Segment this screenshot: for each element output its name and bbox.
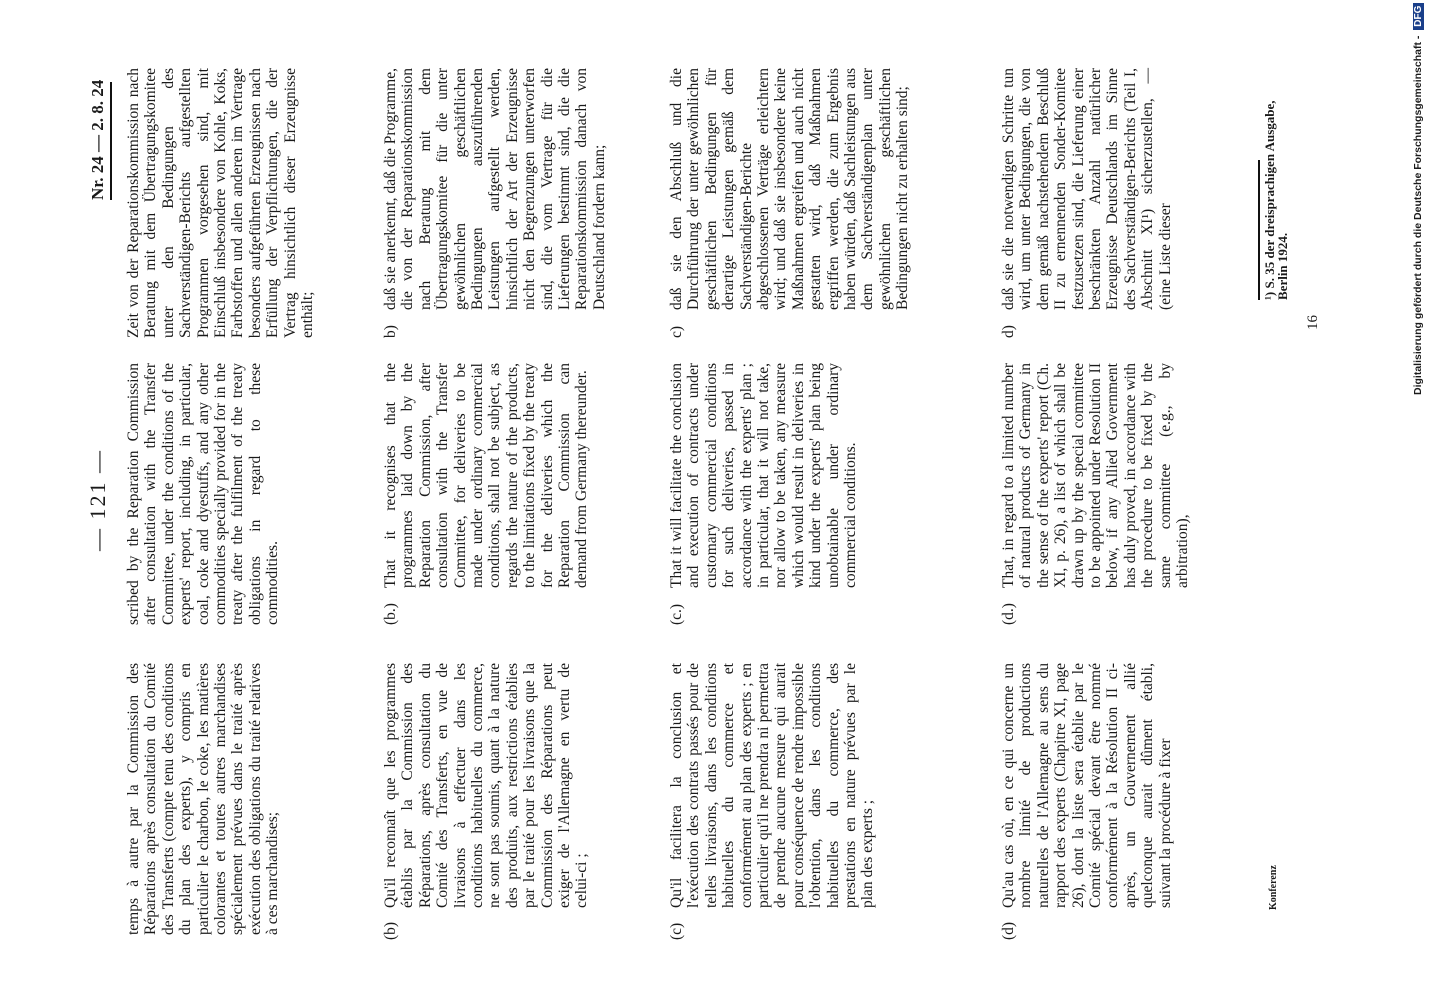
german-item-c: daß sie den Abschluß und die Durchführung der unter gewöhnlichen geschäftlichen Bedingungen für derartige Leistungen gemäß dem Sachverständigen-Berichte abgeschlossenen Verträge erleichtern wird; und daß sie insbesondere keine Maßnahmen ergreifen und auch nicht gestatten wird, daß Maßnahmen ergriffen werden, die zum Ergebnis haben würden, daß Sachleistungen aus dem Sachverständigenplan unter gewöhnlichen geschäftlichen Bedingungen nicht zu erhalten sind; xyxy=(668,68,912,310)
footnote-rule xyxy=(1258,160,1260,300)
french-item-b: Qu'il reconnaît que les programmes établis par la Commission des Réparations, après consultation du Comité des Transferts, en vue de livraisons à effectuer dans les conditions habituelles du commerce, ne sont pas soumis, quant à la nature des produits, aux restrictions établies par le traité pour les livraisons que la Commission des Réparations peut exiger de l'Allemagne en vertu de celui-ci ; xyxy=(382,663,591,908)
digitization-credit: Digitalisierung gefördert durch die Deutsche Forschungsgemeinschaft - DFG xyxy=(1412,3,1424,395)
page-number-header: — 121 — xyxy=(85,449,110,551)
column-german xyxy=(125,68,316,338)
french-item-d: Qu'au cas où, en ce qui concerne un nombre limité de productions naturelles de l'Allemagne au sens du rapport des experts (Chapitre XI, page 26), dont la liste sera établie par le Comité spécial devant être nommé conformément à la Résolution II ci-après, un Gouvernement allié quelconque aurait dûment établi, suivant la procédure à fixer xyxy=(1000,663,1174,908)
dfg-logo: DFG xyxy=(1413,3,1424,30)
english-item-c-label: (c.) xyxy=(668,603,685,625)
column-french xyxy=(125,663,282,935)
german-item-d-label: d) xyxy=(1000,325,1017,338)
footer-page-number: 16 xyxy=(1305,315,1321,330)
english-item-d-label: (d.) xyxy=(1000,603,1017,625)
german-item-c-label: c) xyxy=(668,325,685,338)
english-item-b-label: (b.) xyxy=(382,603,399,625)
french-item-c: Qu'il facilitera la conclusion et l'exécution des contrats passés pour de telles livraisons, dans les conditions habituelles du commerce et conformément au plan des experts ; en particulier qu'il ne prendra ni permettra de prendre aucune mesure qui aurait pour conséquence de rendre impossible l'obtention, dans les conditions habituelles du commerce, des prestations en nature prévues par le plan des experts ; xyxy=(668,663,877,908)
german-item-b-label: b) xyxy=(382,325,399,338)
french-item-b-label: (b) xyxy=(382,921,399,940)
german-item-b: daß sie anerkennt, daß die Programme, die von der Reparationskommission nach Beratung mit dem Übertragungskomitee für die unter gewöhnlichen geschäftlichen Bedingungen auszuführenden Leistungen aufgestellt werden, hinsichtlich der Art der Erzeugnisse nicht den Begrenzungen unterworfen sind, die vom Vertrage für die Lieferungen bestimmt sind, die die Reparationskommission danach von Deutschland fordern kann; xyxy=(382,68,608,310)
french-item-d-label: (d) xyxy=(1000,921,1017,940)
english-intro: scribed by the Reparation Commission after consultation with the Transfer Committee, under the conditions of the experts' report, including, in particular, coal, coke and dyestuffs, and any other commodities specially provided for in the treaty after the fulfilment of the treaty obligations in regard to these commodities. xyxy=(125,363,282,625)
german-intro: Zeit von der Reparationskommission nach Beratung mit dem Übertragungskomitee unter den Bedingungen des Sachverständigen-Berichts aufgestellten Programmen vorgesehen sind, mit Einschluß insbesondere von Kohle, Koks, Farbstoffen und allen anderen im Vertrage besonders aufgeführten Erzeugnissen nach Erfüllung der Verpflichtungen, die der Vertrag hinsichtlich dieser Erzeugnisse enthält; xyxy=(125,68,317,338)
english-item-c: That it will facilitate the conclusion and execution of contracts under customary commercial conditions for such deliveries, passed in accordance with the experts' plan ; in particular, that it will not take, nor allow to be taken, any measure which would result in deliveries in kind under the experts' plan being unobtainable under ordinary commercial conditions. xyxy=(668,363,860,588)
footer-label: Konferenz xyxy=(1268,865,1279,910)
english-item-d: That, in regard to a limited number of natural products of Germany in the sense of the experts' report (Ch. XI, p. 26), a list of which shall be drawn up by the special committee to be appointed under Resolution II below, if any Allied Government has duly proved, in accordance with the procedure to be fixed by the same committee (e.g., by arbitration), xyxy=(1000,363,1192,588)
german-item-d: daß sie die notwendigen Schritte tun wird, um unter Bedingungen, die von dem gemäß nachstehendem Beschluß II zu ernennenden Sonder-Komitee festzusetzen sind, die Lieferung einer beschränkten Anzahl natürlicher Erzeugnisse Deutschlands im Sinne des Sachverständigen-Berichts (Teil I, Abschnitt XI¹) sicherzustellen, — (eine Liste dieser xyxy=(1000,68,1174,310)
footnote: ¹) S. 35 der dreisprachigen Ausgabe, Berlin 1924. xyxy=(1262,100,1290,300)
english-item-b: That it recognises that the programmes laid down by the Reparation Commission, after consultation with the Transfer Committee, for deliveries to be made under ordinary commercial conditions, shall not be subject, as regards the nature of the products, to the limitations fixed by the treaty for the deliveries which the Reparation Commission can demand from Germany thereunder. xyxy=(382,363,591,588)
issue-header: Nr. 24 — 2. 8. 24 xyxy=(88,79,107,200)
header-rule xyxy=(110,82,112,200)
column-english xyxy=(125,363,282,625)
french-item-c-label: (c) xyxy=(668,922,685,940)
french-intro: temps à autre par la Commission des Réparations après consultation du Comité des Transferts (compte tenu des conditions du plan des experts), y compris en particulier le charbon, le coke, les matières colorantes et toutes autres marchandises spécialement prévues dans le traité après exécution des obligations du traité relatives à ces marchandises; xyxy=(125,663,282,935)
